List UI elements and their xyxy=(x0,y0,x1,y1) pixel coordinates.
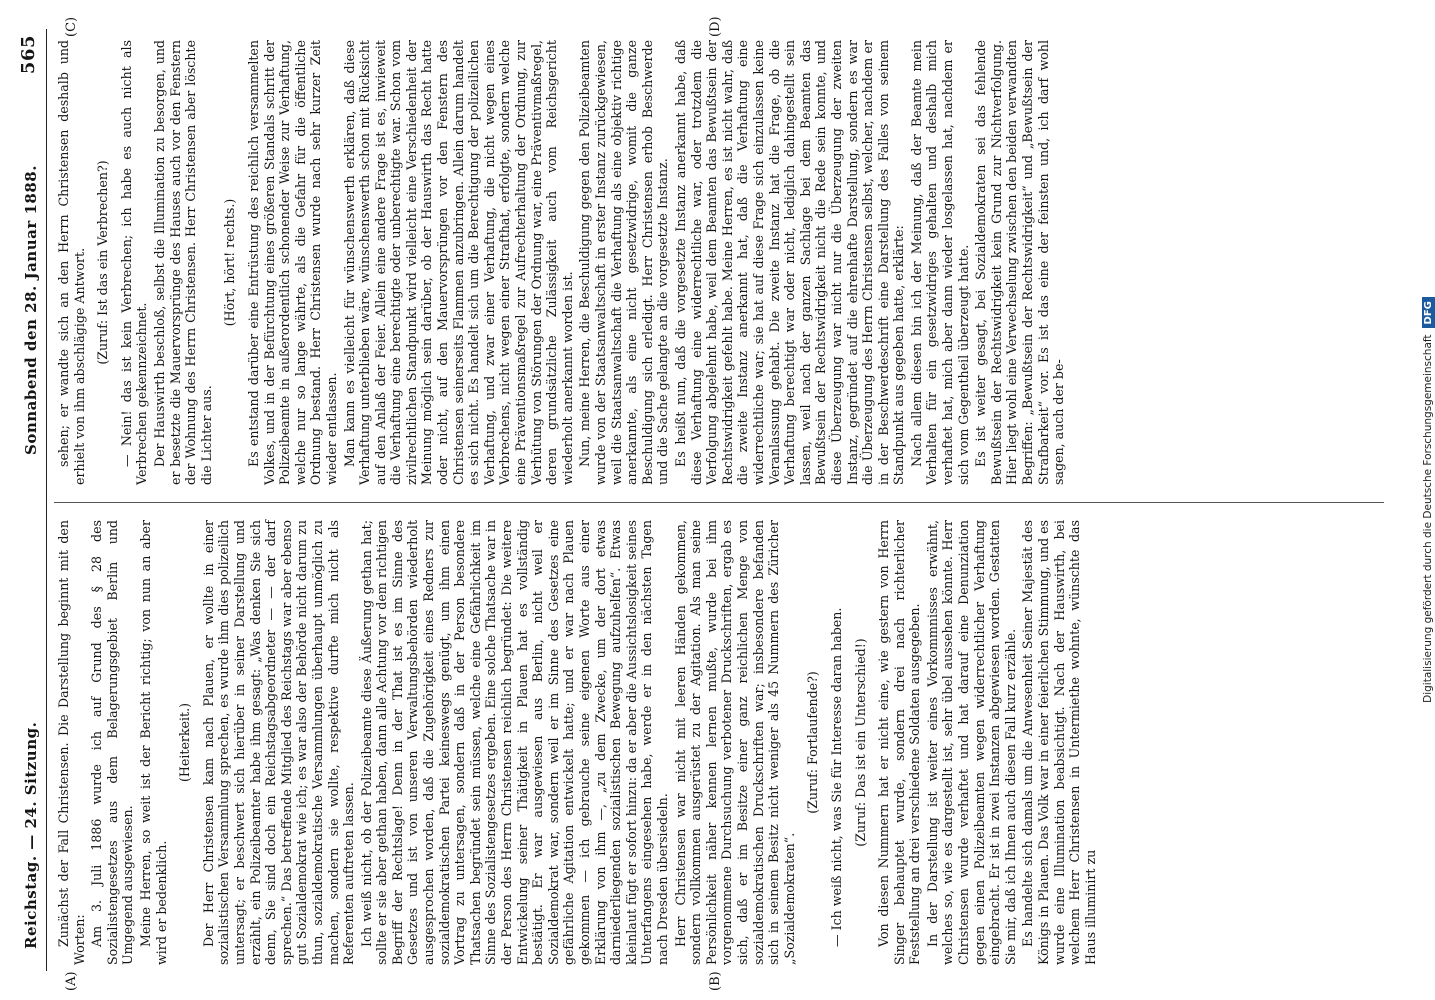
marker-c: (C) xyxy=(64,16,79,37)
paragraph: Herr Christensen war nicht mit leeren Händen gekommen, sondern vollkommen ausgerüstet zu der Agitation. Als man seine Persönlichkeit näher kennen lernen mußte, wurde bei ihm vorgenommene Durchsuchung verbotener Druckschriften, ergab es sich, daß er im Besitze einer ganz reichlichen Menge von sozialdemokratischen Druckschriften war; insbesondere befanden sich in seinem Besitz nicht weniger als 45 Nummern des Züricher „Sozialdemokraten“. xyxy=(672,520,797,965)
page-number: 565 xyxy=(18,35,39,75)
marker-a: (A) xyxy=(64,971,79,991)
right-column xyxy=(56,40,1381,485)
paragraph: Es handelte sich damals um die Anwesenheit Seiner Majestät des Königs in Plauen. Das Volk war in einer feierlichen Stimmung, und es wurde eine Illumination beabsichtigt. Nach der Hauswirth, bei welchem Herr Christensen in Untermiethe wohnte, wünschte das Haus illuminirt zu xyxy=(1020,520,1098,965)
paragraph: Es ist weiter gesagt, bei Sozialdemokraten sei das fehlende Bewußtsein der Rechtswidrigkeit kein Grund zur Nichtverfolgung. Hier liegt wohl eine Verwechselung zwischen den beiden verwandten Begriffen: „Bewußtsein der Rechtswidrigkeit“ und „Bewußtsein der Strafbarkeit“ vor. Es ist das eine der feinsten und, ich darf wohl sagen, auch der be- xyxy=(973,40,1067,485)
paragraph: Nach allem diesen bin ich der Meinung, daß der Beamte mein Verhalten für ein gesetzwidriges gehalten und deshalb mich verhaftet hat, mich aber dann wieder losgelassen hat, nachdem er sich vom Gegentheil überzeugt hatte. xyxy=(908,40,971,485)
paragraph: In der Darstellung ist weiter eines Vorkommnisses erwähnt, welches so, wie es dargestellt ist, sehr übel aussehen könnte. Herr Christensen wurde verhaftet und hat darauf eine Denunziation gegen einen Polizeibeamten wegen widerrechtlicher Verhaftung eingebracht. Er ist in zwei Instanzen abgewiesen worden. Gestatten Sie mir, daß ich Ihnen auch diesen Fall kurz erzähle. xyxy=(924,520,1018,965)
interjection: (Zuruf: Das ist ein Unterschied!) xyxy=(852,638,868,847)
paragraph: Der Herr Christensen kam nach Plauen, er wollte in einer sozialistischen Versammlung sprechen, es wurde ihm dies polizeilich untersagt; er beschwert sich hierüber in seiner Darstellung und erzählt, ein Polizeibeamter habe ihm gesagt: „Was denken Sie sich denn, Sie sind doch ein Reichstagsabgeordneter — — der darf sprechen.“ Das betreffende Mitglied des Reichstags war aber ebenso gut Sozialdemokrat wie ich; es war also der Behörde nicht darum zu thun, sozialdemokratische Versammlungen überhaupt unmöglich zu machen, sondern sie wollte, respektive durfte mich nicht als Referenten auftreten lassen. xyxy=(200,520,357,965)
paragraph: Von diesen Nummern hat er nicht eine, wie gestern von Herrn Singer behauptet wurde, sondern drei nach richterlicher Feststellung an drei verschiedene Soldaten ausgegeben. xyxy=(876,520,923,965)
paragraph: Ich weiß nicht, ob der Polizeibeamte diese Äußerung gethan hat; sollte er sie aber gethan haben, dann alle Achtung vor dem richtigen Begriff der Rechtslage! Denn in der That ist es im Sinne des Gesetzes und ist von unseren Verwaltungsbehörden wiederholt ausgesprochen worden, daß die Zugehörigkeit eines Redners zur sozialdemokratischen Partei keineswegs genügt, um ihm einen Vortrag zu untersagen, sondern daß in der Person besondere Thatsachen begründet sein müssen, welche eine Gefährlichkeit im Sinne des Sozialistengesetzes ergeben. Eine solche Thatsache war in der Person des Herrn Christensen reichlich begründet: Die weitere Entwickelung seiner Thätigkeit in Plauen hat es vollständig bestätigt. Er war ausgewiesen aus Berlin, nicht weil er Sozialdemokrat war, sondern weil er im Sinne des Gesetzes eine gefährliche Agitation entwickelt hatte; und er war nach Plauen gekommen — ich gebrauche seine eigenen Worte aus einer Erklärung von ihm —, „zu dem Zwecke, um der dort etwas darniederliegenden sozialistischen Bewegung aufzuhelfen“. Etwas kleinlaut fügt er sofort hinzu: da er aber die Aussichtslosigkeit seines Unterfangens eingesehen habe, werde er in den nächsten Tagen nach Dresden übersiedeln. xyxy=(358,520,670,965)
dfg-badge: DFG xyxy=(1422,297,1435,328)
rotated-page xyxy=(8,5,1398,995)
paragraph: Es entstand darüber eine Entrüstung des reichlich versammelten Volkes, und in der Befürchtung eines größeren Standals schritt der Polizeibeamte in außerordentlich schonender Weise zur Verhaftung, welche nur so lange währte, als die Gefahr für die öffentliche Ordnung bestand. Herr Christensen wurde nach sehr kurzer Zeit wieder entlassen. xyxy=(245,40,339,485)
interjection: (Zuruf: Fortlaufende?) xyxy=(805,671,821,814)
header-center: Sonnabend den 28. Januar 1888. xyxy=(22,165,40,455)
side-note-text xyxy=(1422,10,1435,990)
paragraph: sehen; er wandte sich an den Herrn Christensen deshalb und erhielt von ihm abschlägige Antwort. xyxy=(56,40,87,485)
interjection: (Heiterkeit.) xyxy=(177,703,193,782)
paragraph: Am 3. Juli 1886 wurde ich auf Grund des § 28 des Sozialistengesetzes aus dem Belagerungsgebiet Berlin und Umgegend ausgewiesen. xyxy=(89,520,136,965)
interjection: (Zuruf: Ist das ein Verbrechen?) xyxy=(95,160,111,365)
marker-b: (B) xyxy=(708,971,723,991)
paragraph: — Nein! das ist kein Verbrechen; ich habe es auch nicht als Verbrechen gekennzeichnet. xyxy=(118,40,150,485)
paragraph: Zunächst der Fall Christensen. Die Darstellung beginnt mit den Worten: xyxy=(56,520,87,965)
paragraph: Es heißt nun, daß die vorgesetzte Instanz anerkannt habe, daß diese Verhaftung eine widerrechtliche war, oder trotzdem die Verfolgung abgelehnt habe, weil dem Beamten das Bewußtsein der Rechtswidrigkeit gefehlt habe. Meine Herren, es ist nicht wahr, daß die zweite Instanz anerkannt hat, daß die Verhaftung eine widerrechtliche war; sie hat auf diese Frage sich einzulassen keine Veranlassung gehabt. Die zweite Instanz hat die Frage, ob die Verhaftung berechtigt war oder nicht, lediglich dahingestellt sein lassen, weil nach der ganzen Sachlage bei dem Beamten das Bewußtsein der Rechtswidrigkeit nicht die Rede sein konnte, und diese Überzeugung war nicht nur die Überzeugung der zweiten Instanz, gegründet auf die ehrenhafte Darstellung, sondern es war die Überzeugung des Herrn Christensen selbst, welcher, nachdem er in der Beschwerdeschrift eine Darstellung des Falles von seinem Standpunkt aus gegeben hatte, erklärte: xyxy=(672,40,907,485)
side-note-label: Digitalisierung gefördert durch die Deutsche Forschungsgemeinschaft xyxy=(1422,334,1434,703)
running-header xyxy=(16,25,50,975)
paragraph: Meine Herren, so weit ist der Bericht richtig; von nun an aber wird er bedenklich. xyxy=(137,520,169,965)
paragraph: — Ich weiß nicht, was Sie für Interesse daran haben. xyxy=(828,607,844,947)
paragraph: Man kann es vielleicht für wünschenswerth erklären, daß diese Verhaftung unterblieben wäre, wünschenswerth schon mit Rücksicht auf den Anlaß der Feier. Allein eine andere Frage ist es, inwieweit die Verhaftung eine berechtigte oder unberechtigte war. Schon vom zivilrechtlichen Standpunkt wird vielleicht eine Verschiedenheit der Meinung möglich sein darüber, ob der Hauswirth das Recht hatte oder nicht, auf den Mauervorsprüngen vor den Fenstern des Christensen seinerseits Flammen anzubringen. Allein darum handelt es sich nicht. Es handelt sich um die Berechtigung der polizeilichen Verhaftung, und zwar einer Verhaftung, die nicht wegen eines Verbrechens, nicht wegen einer Strafthat, erfolgte, sondern welche eine Präventionsmaßregel zur Aufrechterhaltung der Ordnung, zur Verhütung von Störungen der Ordnung war, eine Präventivmaßregel, deren grundsätzliche Zulässigkeit auch vom Reichsgericht wiederholt anerkannt worden ist. xyxy=(341,40,575,485)
side-note xyxy=(1402,10,1434,990)
left-column xyxy=(56,520,1381,965)
header-left: Reichstag. — 24. Sitzung. xyxy=(22,721,40,949)
interjection: (Hört, hört! rechts.) xyxy=(222,198,238,327)
paragraph: Der Hauswirth beschloß, selbst die Illumination zu besorgen, und er besetzte die Mauervorsprünge des Hauses auch vor den Fenstern der Wohnung des Herrn Christensen. Herr Christensen aber löschte die Lichter aus. xyxy=(151,40,214,485)
paragraph: Nun, meine Herren, die Beschuldigung gegen den Polizeibeamten wurde von der Staatsanwaltschaft in erster Instanz zurückgewiesen, weil die Staatsanwaltschaft die Verhaftung als eine objektiv richtige anerkannte, als eine nicht gesetzwidrige, womit die ganze Beschuldigung sich erledigt. Herr Christensen erhob Beschwerde und die Sache gelangte an die vorgesetzte Instanz. xyxy=(577,40,671,485)
marker-d: (D) xyxy=(708,16,723,37)
header-rule xyxy=(46,29,47,971)
column-divider xyxy=(54,502,1384,503)
